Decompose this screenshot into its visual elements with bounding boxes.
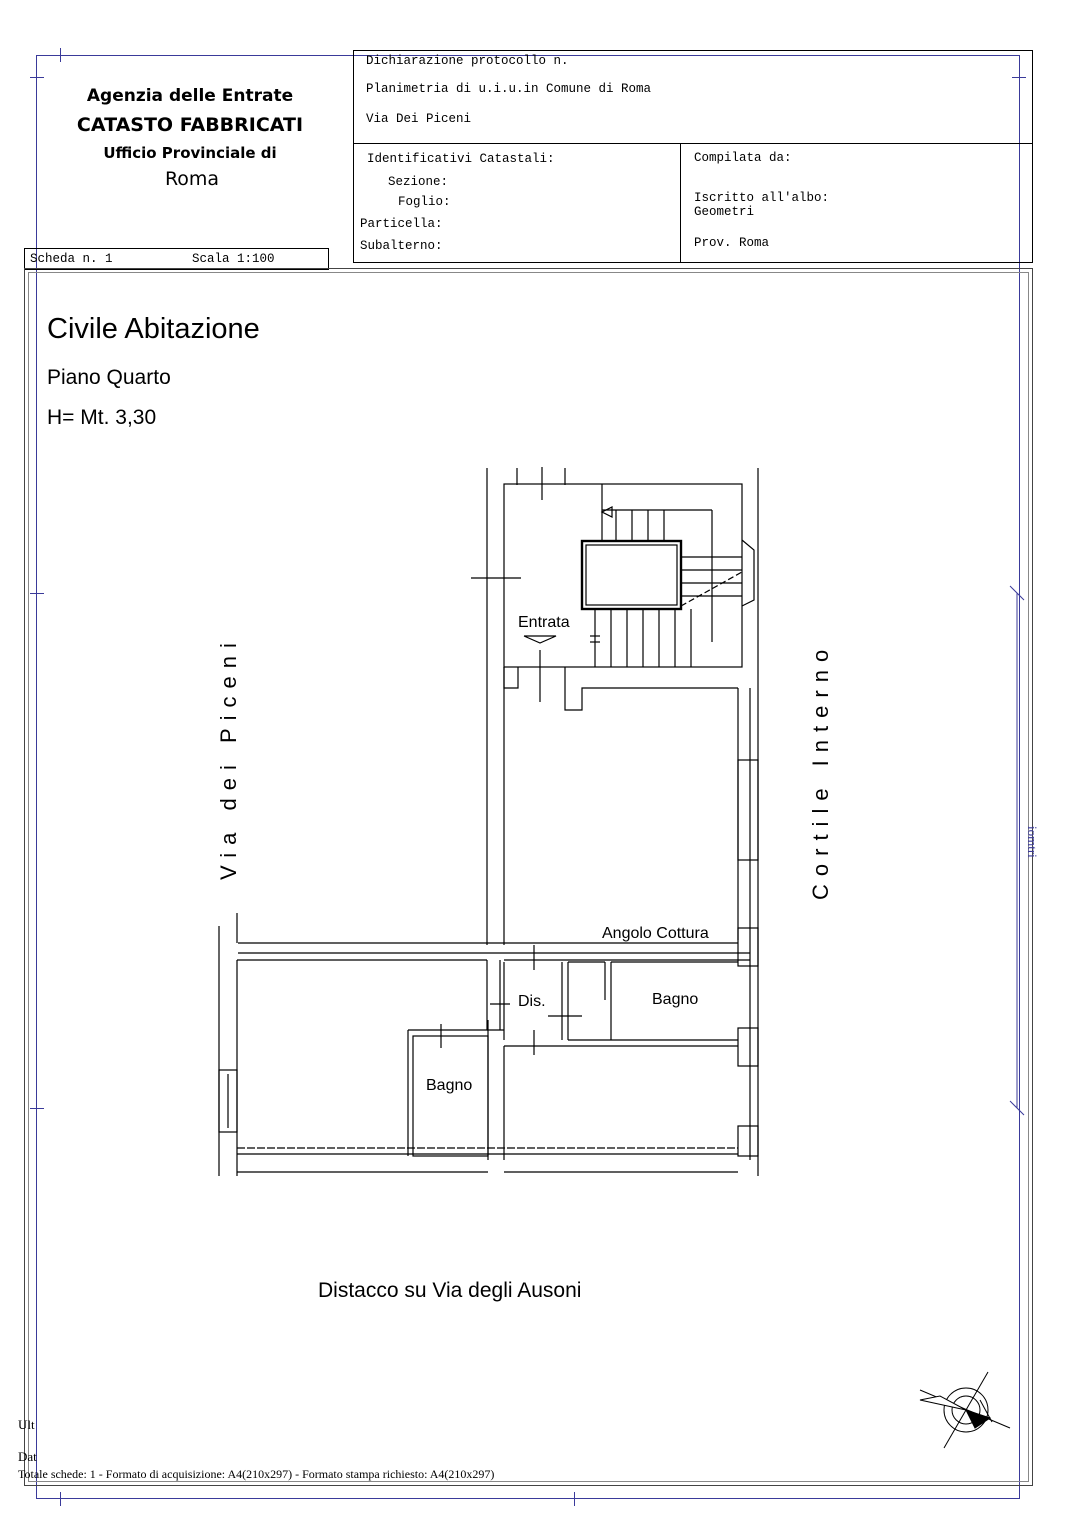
footer-summary: Totale schede: 1 - Formato di acquisizione: A4(210x297) - Formato stampa richiesto: A4(210x297) — [18, 1467, 495, 1481]
floor-title: Piano Quarto — [47, 366, 171, 389]
registered-label: Iscritto all'albo: — [694, 191, 830, 205]
cadastral-ids-label: Identificativi Catastali: — [367, 152, 555, 166]
entrance-label: Entrata — [518, 614, 570, 631]
parcel-label: Particella: — [360, 217, 443, 231]
courtyard-label: Cortile Interno — [808, 641, 833, 900]
distance-label: Distacco su Via degli Ausoni — [318, 1279, 582, 1302]
office-city: Roma — [164, 168, 220, 190]
subunit-label: Subalterno: — [360, 239, 443, 253]
bath-2-label: Bagno — [426, 1077, 473, 1094]
hall-label: Dis. — [518, 993, 546, 1010]
province-label: Prov. Roma — [694, 236, 770, 250]
sheet-label: Foglio: — [398, 195, 451, 209]
protocol-label: Dichiarazione protocollo n. — [366, 54, 569, 68]
bath-1-label: Bagno — [652, 991, 699, 1008]
north-arrow-icon — [920, 1372, 1010, 1448]
kitchen-label: Angolo Cottura — [602, 925, 709, 942]
plan-label: Planimetria di u.i.u.in Comune di Roma — [366, 82, 652, 96]
agency-name: Agenzia delle Entrate — [86, 86, 294, 106]
provincial-office: Ufficio Provinciale di — [103, 144, 277, 162]
registered-value: Geometri — [694, 205, 755, 219]
footer-ult: Ult — [18, 1417, 35, 1432]
footer-dat: Dat — [18, 1449, 37, 1464]
compiled-by-label: Compilata da: — [694, 151, 792, 165]
card-number: Scheda n. 1 — [30, 252, 113, 266]
street-left-label: Via dei Piceni — [216, 635, 241, 880]
street-label: Via Dei Piceni — [366, 112, 472, 126]
side-note: iomtri — [1025, 826, 1040, 858]
usage-title: Civile Abitazione — [47, 313, 260, 345]
section-label: Sezione: — [388, 175, 449, 189]
office-name: CATASTO FABBRICATI — [76, 114, 304, 136]
scale: Scala 1:100 — [192, 252, 275, 266]
height-title: H= Mt. 3,30 — [47, 406, 157, 429]
